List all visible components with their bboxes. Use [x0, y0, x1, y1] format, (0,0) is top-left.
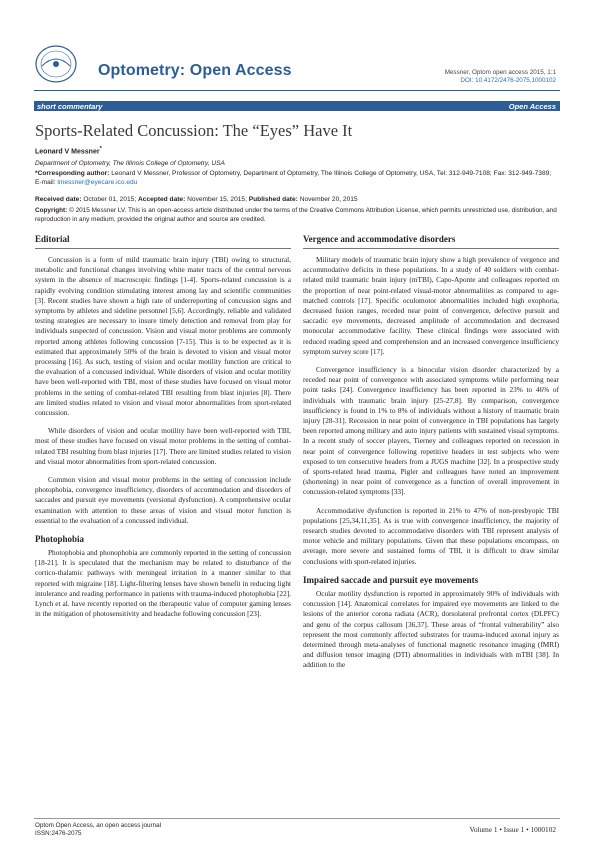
photophobia-paragraph-1: Photophobia and phonophobia are commonly reported in the setting of concussion [18-21]. It is speculated that the mechanism may be related to disturbance of the cortico-thalamic pathways with meningeal irritation in a manner similar to that reported with migraine [18]. Light-filtering lenses have shown benefit in reducing light intolerance and reading performance in patients with trauma-induced photophobia [22]. Lynch et al. have recently reported on the therapeutic value of computer gaming lenses in the mitigation of photosensitivity and headache following concussion [23]. — [35, 548, 291, 619]
author-name-text: Leonard V Messner — [35, 148, 100, 156]
footer-issn: ISSN:2476-2075 — [35, 830, 82, 838]
editorial-paragraph-2: While disorders of vision and ocular motility have been well-reported with TBI, most of these studies have focused on visual motor problems in the setting of combat-related TBI resulting from blast injuries [17]. There are limited studies related to vision and visual motor abnormalities from sport-related concussion. — [35, 426, 291, 466]
left-column — [35, 232, 291, 628]
footer-journal-line: Optom Open Access, an open access journal — [35, 822, 162, 829]
article-type-label: short commentary — [37, 102, 103, 111]
article-title: Sports-Related Concussion: The “Eyes” Have It — [35, 121, 353, 140]
omics-logo — [34, 44, 78, 84]
footer-journal-info — [35, 822, 161, 839]
received-label: Received date: — [35, 196, 82, 203]
vergence-heading: Vergence and accommodative disorders — [303, 232, 559, 249]
photophobia-heading: Photophobia — [35, 534, 85, 545]
right-column — [303, 232, 559, 679]
saccade-paragraph-1: Ocular motility dysfunction is reported in approximately 90% of individuals with concussion [14]. Anatomical correlates for impaired eye movements are linked to the lesions of the anterior corona radiata (ACR), dorsolateral prefrontal cortex (DLPFC) and genu of the corpus callosum [36,37]. These areas of “frontal vulnerability” also represent the most commonly affected substrates for trauma-induced axonal injury as determined through meta-analyses of functional magnetic resonance imaging (fMRI) and diffusion tensor imaging (DTI) abnormalities in individuals with mTBI [38]. In addition to the — [303, 588, 559, 670]
article-type-bar — [34, 101, 560, 111]
accepted-date: November 15, 2015; — [187, 196, 247, 203]
published-label: Published date: — [248, 196, 298, 203]
article-dates — [35, 196, 358, 203]
doi-link[interactable]: DOI: 10.4172/2476-2075.1000102 — [460, 76, 556, 84]
author-name — [35, 146, 102, 155]
corresponding-author — [35, 170, 559, 187]
copyright-text: © 2015 Messner LV. This is an open-access article distributed under the terms of the Creative Commons Attribution License, which permits unrestricted use, distribution, and reproduction in any medium, provided the original author and source are credited. — [35, 207, 557, 223]
citation-block — [445, 69, 556, 84]
received-date: October 01, 2015; — [83, 196, 137, 203]
citation-line: Messner, Optom open access 2015, 1:1 — [444, 69, 556, 76]
vergence-paragraph-3: Accommodative dysfunction is reported in 21% to 47% of non-presbyopic TBI populations [25,34,11,35]. As is true with convergence insufficiency, the majority of research studies devoted to accommodative disorders with TBI represent analysis of motor vehicle and military populations. Given that these populations encompass, on average, more severe and sustained forms of TBI, it is difficult to draw similar conclusions with sport-related injuries. — [303, 505, 559, 566]
open-access-label: Open Access — [508, 102, 556, 111]
copyright-notice — [35, 207, 559, 224]
email-link[interactable]: lmessner@eyecare.ico.edu — [57, 178, 138, 186]
accepted-label: Accepted date: — [138, 196, 186, 203]
editorial-heading: Editorial — [35, 232, 291, 249]
footer-volume-info: Volume 1 • Issue 1 • 1000102 — [469, 825, 556, 834]
editorial-paragraph-3: Common vision and visual motor problems in the setting of concussion include photophobia, convergence insufficiency, disorders of accommodation and disorders of saccades and pursuit eye movements (versional dysfunction). A comprehensive ocular examination with attention to these areas of vision and visual motor function is essential to the evaluation of a concussed individual. — [35, 475, 291, 525]
header-divider — [34, 90, 560, 91]
published-date: November 20, 2015 — [299, 196, 358, 203]
footer-divider — [34, 818, 560, 819]
vergence-paragraph-1: Military models of traumatic brain injury show a high prevalence of vergence and accommodative deficits in these populations. In a study of 40 soldiers with combat-related mild traumatic brain injury (mTBI), Capo-Aponte and colleagues reported on the proportion of near point-related visual-motor abnormalities as compared to age-matched controls [17]. Specific oculomotor abnormalities included high exophoria, decreased fusion ranges, receded near point of convergence, defective pursuit and saccadic eye movements, decreased amplitude of accommodation and decreased monocular accommodative facility. These clinical findings were associated with reduced reading speed and comprehension and an increased convergence insufficiency symptom survey score [17]. — [303, 255, 559, 356]
journal-title: Optometry: Open Access — [98, 62, 292, 79]
vergence-paragraph-2: Convergence insufficiency is a binocular vision disorder characterized by a receded near point of convergence with associated symptoms while performing near point tasks [24]. Convergence insufficiency has been reported in 23% to 46% of individuals with traumatic brain injury [25-27,8]. By comparison, convergence insufficiency is found in 1% to 8% of individuals without a history of traumatic brain injury [28-31]. Recession in near point of convergence in TBI populations has largely been reported among military and auto injury patients with sustained visual symptoms. In a recent study of soccer players, Tierney and colleagues reported on recession in near point of convergence following repetitive headers in test subjects who were exposed to ten consecutive headers from a JUGS machine [32]. In a prospective study of sports-related head trauma, Pigler and colleagues have noted an improvement (shortening) in near point of convergence as a function of overall improvement in concussion-related symptoms [33]. — [303, 365, 559, 497]
affiliation: Department of Optometry, The Illinois College of Optometry, USA — [35, 160, 225, 167]
author-asterisk: * — [99, 146, 102, 152]
editorial-paragraph-1: Concussion is a form of mild traumatic brain injury (TBI) owing to structural, metabolic and functional changes involving white mater tracts of the central nervous system in the absence of macroscopic findings [1-4]. Sports-related concussion is a rapidly evolving condition stimulating interest among lay and scientific communities [3]. Recent studies have shown a high rate of underreporting of concussion signs and symptoms by athletes and sideline personnel [5,6]. Accordingly, reliable and validated testing strategies are necessary to insure timely detection and removal from play for individuals suspected of concussion. Vision and visual motor problems are commonly reported among athletes following concussion [7-15]. This is to be expected as it is estimated that approximately 50% of the brain is devoted to vision and visual motor processing [16]. As such, testing of vision and ocular motility function are critical to the evaluation of a concussed individual. While disorders of vision and ocular motility have been well-reported with TBI, most of these studies have focused on visual motor problems in the setting of combat-related TBI resulting from blast injuries [8]. There are limited studies related to vision and visual motor abnormalities from sport-related concussion. — [35, 255, 291, 418]
saccade-heading: Impaired saccade and pursuit eye movements — [303, 574, 479, 585]
corresponding-text: Leonard V Messner, Professor of Optometry, Department of Optometry, The Illinois College of Optometry, USA, Tel: 312-949-7108; Fax: 312-949-7389; E-mail: — [35, 170, 552, 186]
copyright-label: Copyright: — [35, 207, 68, 214]
corresponding-label: *Corresponding author: — [35, 170, 110, 177]
